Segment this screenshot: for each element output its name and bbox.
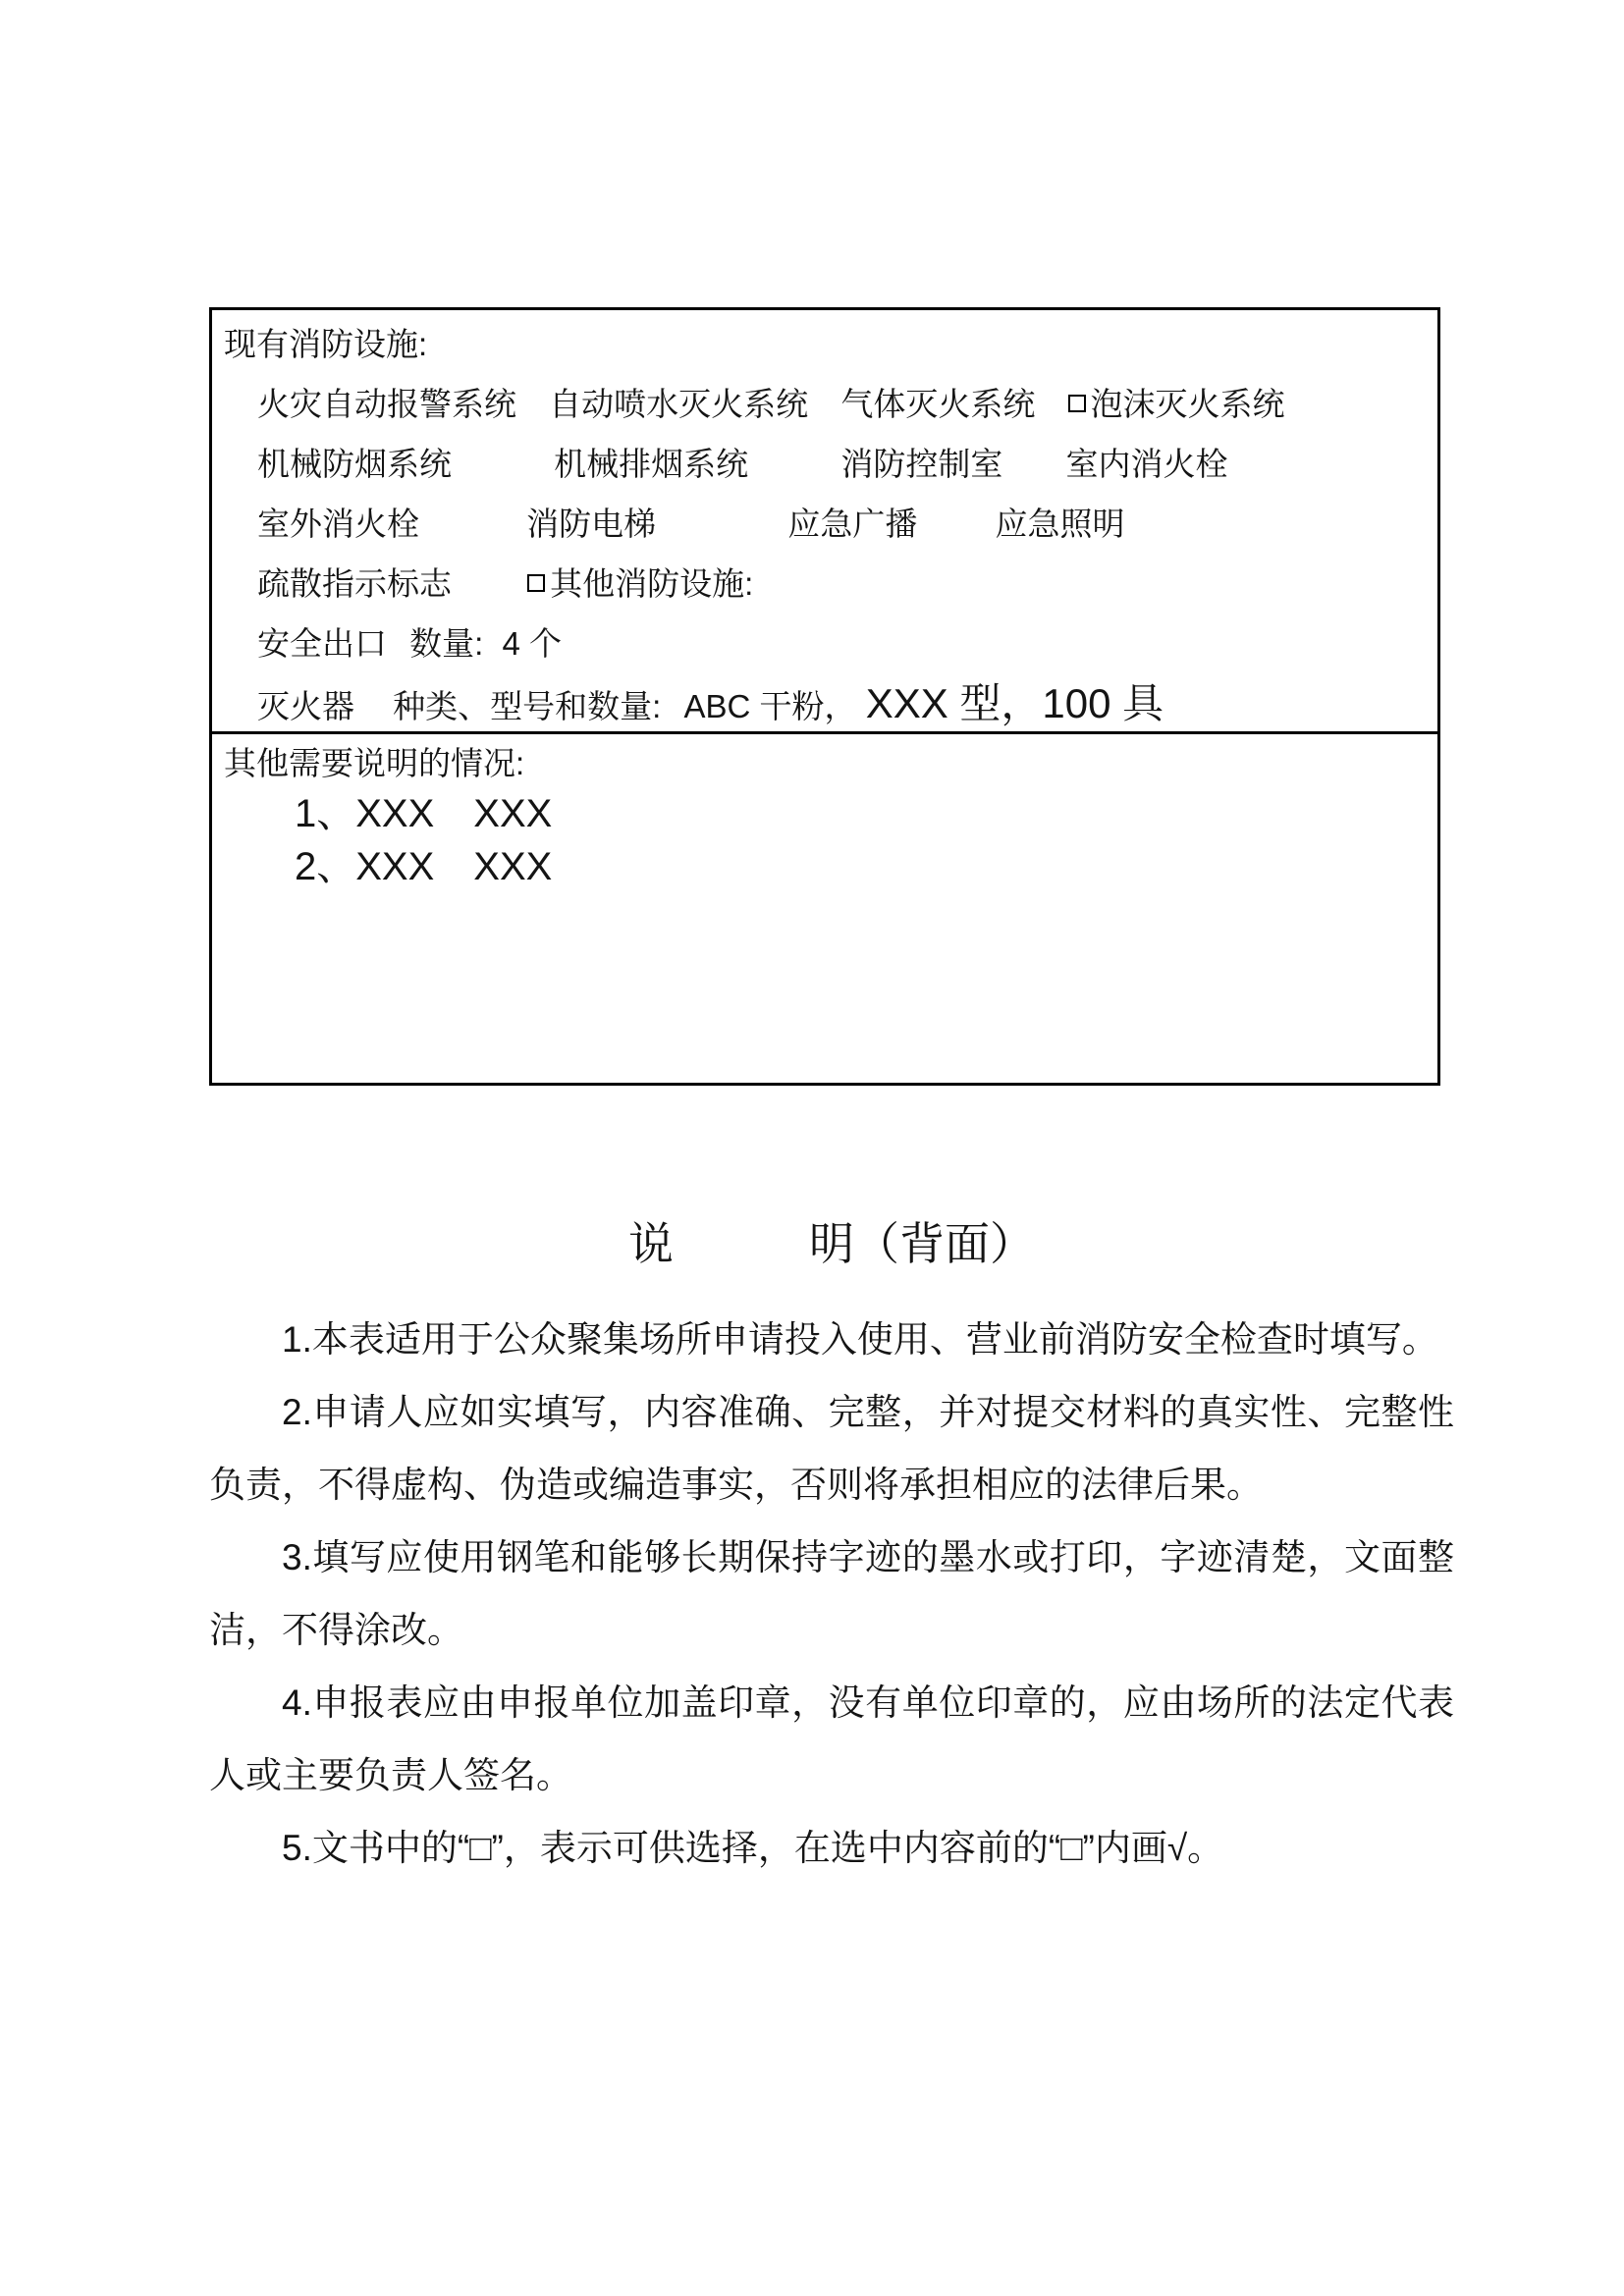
note-line-2: 2、XXX XXX	[295, 845, 553, 888]
extinguisher-value: ABC 干粉，	[683, 688, 857, 724]
facility-item-smoke-prevention: 机械防烟系统	[257, 446, 452, 482]
facility-item-control-room: 消防控制室	[840, 446, 1003, 482]
facility-item-other-facilities	[527, 554, 753, 614]
notes-header: 其他需要说明的情况:	[224, 745, 525, 781]
extinguisher-value-large: XXX 型，100 具	[865, 680, 1164, 726]
note-line-1: 1、XXX XXX	[295, 792, 553, 835]
facility-item-smoke-exhaust: 机械排烟系统	[554, 446, 749, 482]
instruction-paragraph-5: 5.文书中的“□”，表示可供选择，在选中内容前的“□”内画√。	[282, 1828, 1224, 1868]
facility-item-emergency-broadcast: 应急广播	[787, 506, 918, 542]
facility-row-3	[224, 494, 1424, 554]
notes-section	[212, 734, 1437, 1083]
exit-quantity-value: 4 个	[502, 625, 563, 662]
instruction-paragraph-4: 4.申报表应由申报单位加盖印章，没有单位印章的，应由场所的法定代表人或主要负责人签名。	[209, 1682, 1454, 1795]
facilities-section	[212, 310, 1437, 734]
facility-item-fire-elevator: 消防电梯	[526, 506, 657, 542]
facilities-header: 现有消防设施:	[224, 326, 428, 362]
facility-row-4	[224, 554, 1424, 614]
instructions-title: 说 明（背面）	[628, 1218, 1035, 1269]
facility-item-label: 泡沫灭火系统	[1090, 386, 1285, 422]
instruction-paragraph-2: 2.申请人应如实填写，内容准确、完整，并对提交材料的真实性、完整性负责，不得虚构、伪造或编造事实，否则将承担相应的法律后果。	[209, 1392, 1454, 1505]
exit-label: 安全出口	[257, 625, 387, 662]
facility-item-sprinkler: 自动喷水灭火系统	[549, 386, 809, 422]
facility-item-gas-extinguishing: 气体灭火系统	[840, 386, 1036, 422]
facility-item-indoor-hydrant: 室内消火栓	[1065, 446, 1228, 482]
facility-row-2	[224, 434, 1424, 494]
facility-row-1	[224, 374, 1424, 434]
checkbox-icon[interactable]	[527, 574, 545, 592]
checkbox-icon[interactable]	[1068, 395, 1086, 412]
exit-row	[224, 614, 1424, 673]
facility-item-outdoor-hydrant: 室外消火栓	[257, 506, 419, 542]
facility-item-fire-alarm: 火灾自动报警系统	[257, 386, 516, 422]
instruction-paragraph-1: 1.本表适用于公众聚集场所申请投入使用、营业前消防安全检查时填写。	[282, 1319, 1438, 1360]
extinguisher-field-label: 种类、型号和数量:	[393, 688, 662, 724]
extinguisher-row	[224, 673, 1424, 736]
exit-quantity-label: 数量:	[409, 625, 484, 662]
facility-item-foam	[1068, 374, 1285, 434]
instructions-body	[209, 1304, 1454, 1885]
form-table	[209, 307, 1440, 1086]
facility-item-emergency-lighting: 应急照明	[995, 506, 1125, 542]
extinguisher-label: 灭火器	[257, 688, 354, 724]
facility-item-label: 其他消防设施:	[550, 565, 754, 602]
instruction-paragraph-3: 3.填写应使用钢笔和能够长期保持字迹的墨水或打印，字迹清楚，文面整洁，不得涂改。	[209, 1537, 1454, 1650]
facility-item-evacuation-signs: 疏散指示标志	[257, 565, 452, 602]
